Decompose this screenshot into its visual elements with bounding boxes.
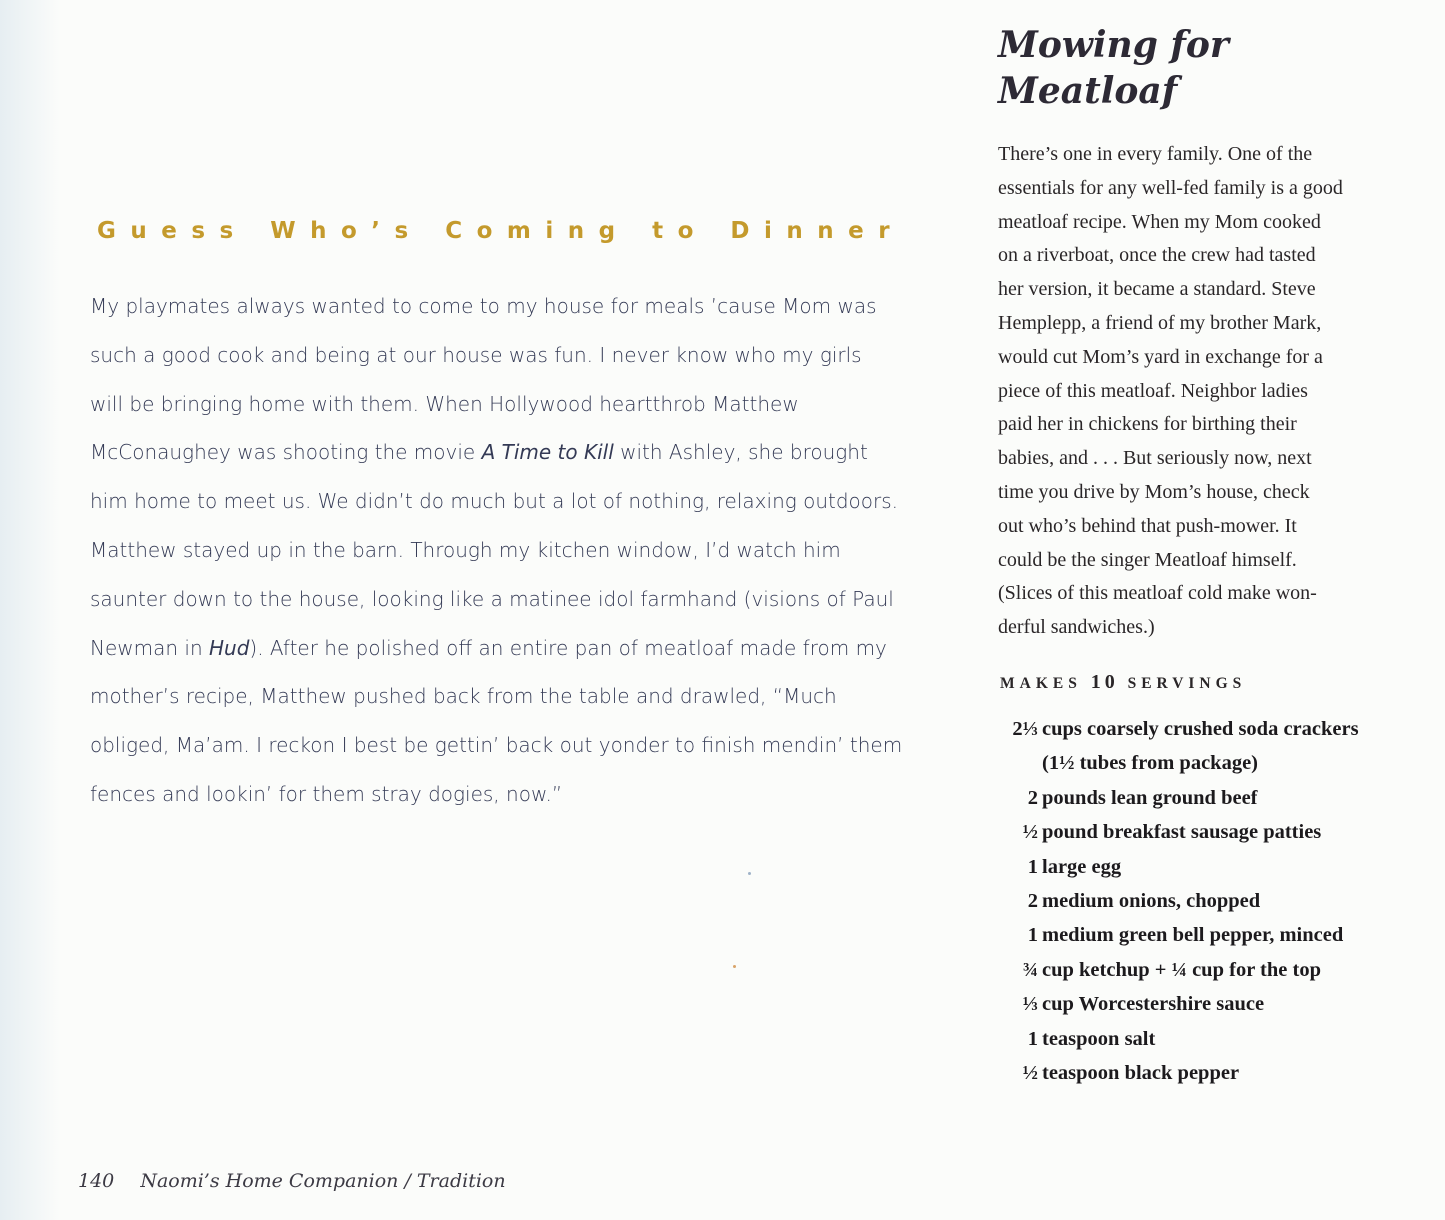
story-italic-title: A Time to Kill bbox=[481, 440, 614, 465]
ingredient-text: cup ketchup + ¼ cup for the top bbox=[1042, 958, 1321, 981]
sidebar-story bbox=[90, 218, 930, 819]
story-line bbox=[90, 331, 930, 380]
page-footer bbox=[78, 1170, 506, 1192]
ingredient-item bbox=[998, 712, 1418, 746]
story-line bbox=[90, 282, 930, 331]
intro-line: essentials for any well-fed family is a good bbox=[998, 176, 1343, 199]
story-text-segment: will be bringing home with them. When Hollywood heartthrob Matthew bbox=[90, 391, 799, 416]
story-line bbox=[90, 428, 930, 477]
recipe-yield bbox=[1000, 671, 1418, 694]
ingredient-text: teaspoon black pepper bbox=[1042, 1062, 1240, 1085]
story-text-segment: obliged, Ma’am. I reckon I best be gettin’ back out yonder to finish mendin’ them bbox=[90, 733, 903, 758]
paper-speck bbox=[733, 965, 736, 968]
sidebar-heading: Guess Who’s Coming to Dinner bbox=[97, 218, 905, 244]
paper-speck bbox=[748, 872, 751, 875]
story-text-segment: Matthew stayed up in the barn. Through my kitchen window, I’d watch him bbox=[90, 537, 841, 562]
story-text bbox=[90, 282, 930, 819]
ingredient-quantity: 1 bbox=[1027, 1027, 1038, 1050]
ingredient-text: cup Worcestershire sauce bbox=[1042, 993, 1265, 1016]
story-line bbox=[90, 721, 930, 770]
story-line bbox=[90, 380, 930, 429]
running-title: Naomi’s Home Companion / Tradition bbox=[140, 1170, 506, 1192]
intro-line: out who’s behind that push-mower. It bbox=[998, 514, 1297, 537]
recipe bbox=[998, 22, 1418, 1090]
recipe-title-line-1: Mowing for bbox=[998, 24, 1229, 66]
ingredient-item bbox=[998, 815, 1418, 849]
page-binding-shade bbox=[0, 0, 60, 1220]
page-number: 140 bbox=[78, 1170, 115, 1192]
ingredient-quantity: ½ bbox=[1022, 821, 1038, 844]
ingredient-quantity: ⅓ bbox=[1022, 993, 1038, 1016]
story-line bbox=[90, 477, 930, 526]
ingredient-item bbox=[998, 781, 1418, 815]
intro-line: Hemplepp, a friend of my brother Mark, bbox=[998, 311, 1322, 334]
ingredient-item bbox=[998, 953, 1418, 987]
intro-line: piece of this meatloaf. Neighbor ladies bbox=[998, 379, 1308, 402]
recipe-title bbox=[998, 22, 1418, 114]
ingredient-item bbox=[998, 1056, 1418, 1090]
intro-line: paid her in chickens for birthing their bbox=[998, 413, 1297, 436]
intro-line: on a riverboat, once the crew had tasted bbox=[998, 244, 1316, 267]
story-text-segment: saunter down to the house, looking like a matinee idol farmhand (visions of Paul bbox=[90, 586, 894, 611]
ingredient-item bbox=[998, 850, 1418, 884]
ingredient-text: (1½ tubes from package) bbox=[1042, 752, 1258, 775]
ingredient-quantity: ½ bbox=[1022, 1062, 1038, 1085]
story-text-segment: Newman in bbox=[90, 635, 209, 660]
ingredient-item bbox=[998, 884, 1418, 918]
ingredient-item bbox=[998, 918, 1418, 952]
intro-line: her version, it became a standard. Steve bbox=[998, 278, 1316, 301]
ingredient-quantity: 1 bbox=[1027, 924, 1038, 947]
yield-number: 10 bbox=[1090, 670, 1119, 693]
ingredient-text: cups coarsely crushed soda crackers bbox=[1042, 717, 1359, 740]
intro-line: time you drive by Mom’s house, check bbox=[998, 480, 1310, 503]
ingredient-quantity: 2 bbox=[1027, 889, 1038, 912]
story-text-segment: with Ashley, she brought bbox=[613, 440, 868, 465]
ingredient-quantity: 1 bbox=[1027, 855, 1038, 878]
ingredient-text: pounds lean ground beef bbox=[1042, 786, 1258, 809]
story-text-segment: My playmates always wanted to come to my house for meals ’cause Mom was bbox=[90, 294, 877, 318]
intro-line: could be the singer Meatloaf himself. bbox=[998, 548, 1297, 571]
ingredient-text: teaspoon salt bbox=[1042, 1027, 1156, 1050]
story-line bbox=[90, 770, 930, 819]
ingredient-text: pound breakfast sausage patties bbox=[1042, 821, 1322, 844]
story-line bbox=[90, 575, 930, 624]
ingredient-item bbox=[998, 1022, 1418, 1056]
story-line bbox=[90, 526, 930, 575]
ingredient-text: medium onions, chopped bbox=[1042, 889, 1261, 912]
intro-line: derful sandwiches.) bbox=[998, 616, 1155, 639]
intro-line: babies, and . . . But seriously now, next bbox=[998, 447, 1312, 470]
recipe-intro bbox=[998, 138, 1418, 645]
story-text-segment: McConaughey was shooting the movie bbox=[90, 440, 482, 465]
story-text-segment: ). After he polished off an entire pan of meatloaf made from my bbox=[249, 635, 887, 660]
yield-suffix: SERVINGS bbox=[1127, 674, 1247, 692]
ingredient-item bbox=[998, 746, 1418, 780]
story-text-segment: him home to meet us. We didn’t do much but a lot of nothing, relaxing outdoors. bbox=[90, 489, 899, 514]
story-text-segment: such a good cook and being at our house was fun. I never know who my girls bbox=[90, 342, 862, 367]
ingredient-quantity: 2 bbox=[1027, 786, 1038, 809]
intro-line: There’s one in every family. One of the bbox=[998, 143, 1313, 165]
story-line bbox=[90, 624, 930, 673]
ingredient-quantity: 2⅓ bbox=[1012, 717, 1038, 740]
ingredient-text: large egg bbox=[1042, 855, 1122, 878]
intro-line: (Slices of this meatloaf cold make won- bbox=[998, 582, 1317, 605]
intro-line: would cut Mom’s yard in exchange for a bbox=[998, 345, 1323, 368]
story-line bbox=[90, 672, 930, 721]
story-italic-title: Hud bbox=[208, 635, 250, 660]
ingredient-quantity: ¾ bbox=[1022, 958, 1038, 981]
yield-prefix: MAKES bbox=[1000, 674, 1082, 692]
recipe-title-line-2: Meatloaf bbox=[998, 70, 1178, 112]
intro-line: meatloaf recipe. When my Mom cooked bbox=[998, 210, 1321, 233]
ingredient-item bbox=[998, 987, 1418, 1021]
story-text-segment: fences and lookin’ for them stray dogies, now.” bbox=[90, 781, 563, 806]
ingredient-text: medium green bell pepper, minced bbox=[1042, 924, 1344, 947]
ingredient-list bbox=[998, 712, 1418, 1090]
story-text-segment: mother’s recipe, Matthew pushed back from the table and drawled, “Much bbox=[90, 684, 837, 709]
